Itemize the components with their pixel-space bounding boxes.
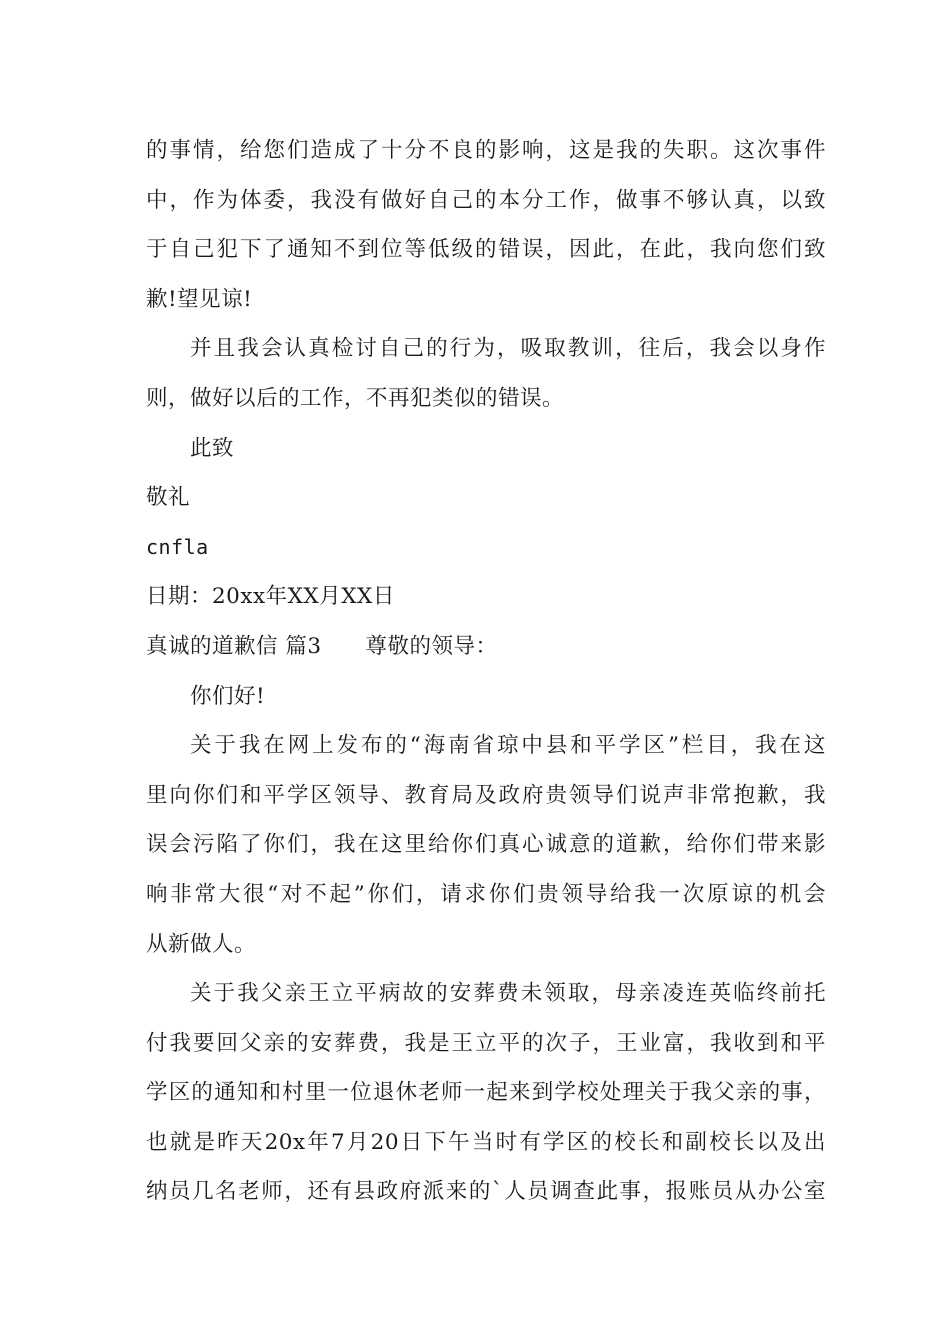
paragraph-line: 纳员几名老师，还有县政府派来的`人员调查此事，报账员从办公室 bbox=[146, 1179, 826, 1205]
paragraph-line: 中，作为体委，我没有做好自己的本分工作，做事不够认真，以致 bbox=[146, 187, 826, 213]
greeting-line: 你们好! bbox=[190, 683, 266, 709]
paragraph-line: 学区的通知和村里一位退休老师一起来到学校处理关于我父亲的事， bbox=[146, 1080, 826, 1106]
paragraph-line: 于自己犯下了通知不到位等低级的错误，因此，在此，我向您们致 bbox=[146, 237, 826, 263]
paragraph-line: 关于我在网上发布的“海南省琼中县和平学区”栏目，我在这 bbox=[190, 733, 826, 759]
section-heading bbox=[146, 622, 826, 672]
paragraph-line: 关于我父亲王立平病故的安葬费未领取，母亲凌连英临终前托 bbox=[190, 981, 826, 1007]
date-line: 日期：20xx年XX月XX日 bbox=[146, 584, 395, 610]
paragraph-line: 并且我会认真检讨自己的行为，吸取教训，往后，我会以身作 bbox=[190, 336, 826, 362]
paragraph-line: 误会污陷了你们，我在这里给你们真心诚意的道歉，给你们带来影 bbox=[146, 832, 826, 858]
paragraph-line: 则，做好以后的工作，不再犯类似的错误。 bbox=[146, 385, 565, 411]
closing-line: 此致 bbox=[190, 435, 235, 461]
paragraph-line: 也就是昨天20x年7月20日下午当时有学区的校长和副校长以及出 bbox=[146, 1129, 826, 1155]
signature-name: cnfla bbox=[146, 534, 209, 559]
closing-regards: 敬礼 bbox=[146, 485, 191, 511]
section-title: 真诚的道歉信 篇3 bbox=[146, 633, 322, 659]
paragraph-line: 付我要回父亲的安葬费，我是王立平的次子，王业富，我收到和平 bbox=[146, 1030, 826, 1056]
document-body bbox=[146, 126, 826, 1217]
salutation: 尊敬的领导： bbox=[365, 633, 498, 659]
paragraph-line: 的事情，给您们造成了十分不良的影响，这是我的失职。这次事件 bbox=[146, 138, 826, 163]
paragraph-line: 从新做人。 bbox=[146, 931, 257, 957]
paragraph-line: 响非常大很“对不起”你们，请求你们贵领导给我一次原谅的机会 bbox=[146, 881, 826, 907]
paragraph-line: 歉!望见谅! bbox=[146, 286, 253, 312]
paragraph-line: 里向你们和平学区领导、教育局及政府贵领导们说声非常抱歉，我 bbox=[146, 782, 826, 808]
